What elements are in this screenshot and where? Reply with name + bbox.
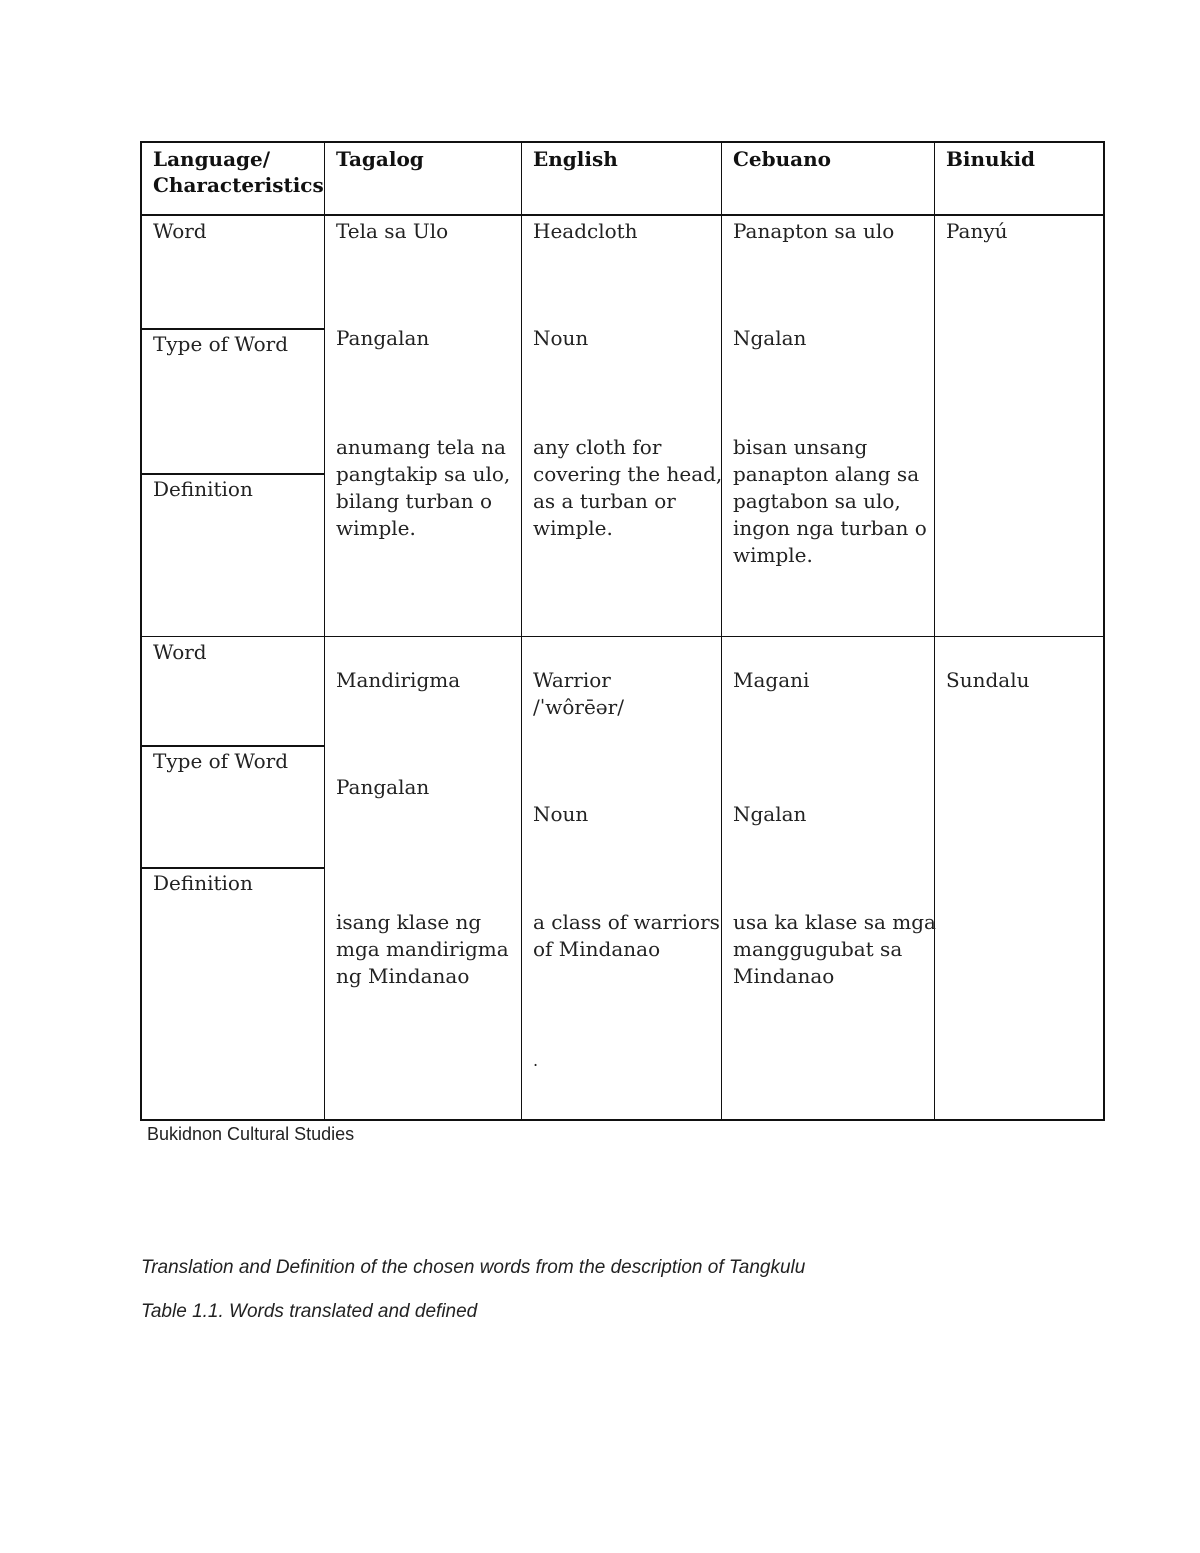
entry2-english-trailing-mark: . (533, 1051, 539, 1070)
label-word: Word (153, 640, 207, 664)
table-caption: Table 1.1. Words translated and defined (141, 1301, 478, 1322)
entry2-binukid-word: Sundalu (946, 668, 1030, 692)
entry1-english-word: Headcloth (533, 219, 638, 243)
header-english: English (533, 147, 618, 171)
label-separator (142, 473, 325, 475)
entry2-tagalog-word: Mandirigma (336, 668, 461, 692)
header-binukid: Binukid (946, 147, 1036, 171)
label-definition: Definition (153, 871, 253, 895)
entry1-binukid-word: Panyú (946, 219, 1008, 243)
entry2-english-type: Noun (533, 802, 589, 826)
column-divider (521, 143, 522, 1119)
entry1-english-definition: any cloth for covering the head, as a turban or wimple. (533, 435, 723, 540)
label-definition: Definition (153, 477, 253, 501)
caption-description: Translation and Definition of the chosen words from the description of Tangkulu (141, 1257, 806, 1278)
entry2-english-word: Warrior /ˈwôrēər/ (533, 668, 624, 719)
entry2-tagalog-type: Pangalan (336, 775, 430, 799)
entry2-cebuano-type: Ngalan (733, 802, 807, 826)
entry-separator (142, 636, 1103, 637)
label-separator (142, 867, 325, 869)
label-separator (142, 328, 325, 330)
entry2-tagalog-definition: isang klase ng mga mandirigma ng Mindanao (336, 910, 509, 988)
translation-table (140, 141, 1105, 1121)
entry1-english-type: Noun (533, 326, 589, 350)
entry1-cebuano-definition: bisan unsang panapton alang sa pagtabon sa ulo, ingon nga turban o wimple. (733, 435, 927, 567)
label-word: Word (153, 219, 207, 243)
entry1-tagalog-word: Tela sa Ulo (336, 219, 449, 243)
header-characteristics: Language/ Characteristics (153, 147, 324, 197)
entry1-tagalog-definition: anumang tela na pangtakip sa ulo, bilang turban o wimple. (336, 435, 511, 540)
entry2-cebuano-definition: usa ka klase sa mga manggugubat sa Mindanao (733, 910, 936, 988)
header-cebuano: Cebuano (733, 147, 832, 171)
label-separator (142, 745, 325, 747)
label-type-of-word: Type of Word (153, 332, 289, 356)
column-divider (721, 143, 722, 1119)
source-note: Bukidnon Cultural Studies (147, 1124, 355, 1144)
entry2-english-definition: a class of warriors of Mindanao (533, 910, 720, 961)
label-type-of-word: Type of Word (153, 749, 289, 773)
entry1-tagalog-type: Pangalan (336, 326, 430, 350)
column-divider (324, 143, 325, 1119)
entry1-cebuano-type: Ngalan (733, 326, 807, 350)
header-tagalog: Tagalog (336, 147, 424, 171)
entry1-cebuano-word: Panapton sa ulo (733, 219, 895, 243)
entry2-cebuano-word: Magani (733, 668, 810, 692)
